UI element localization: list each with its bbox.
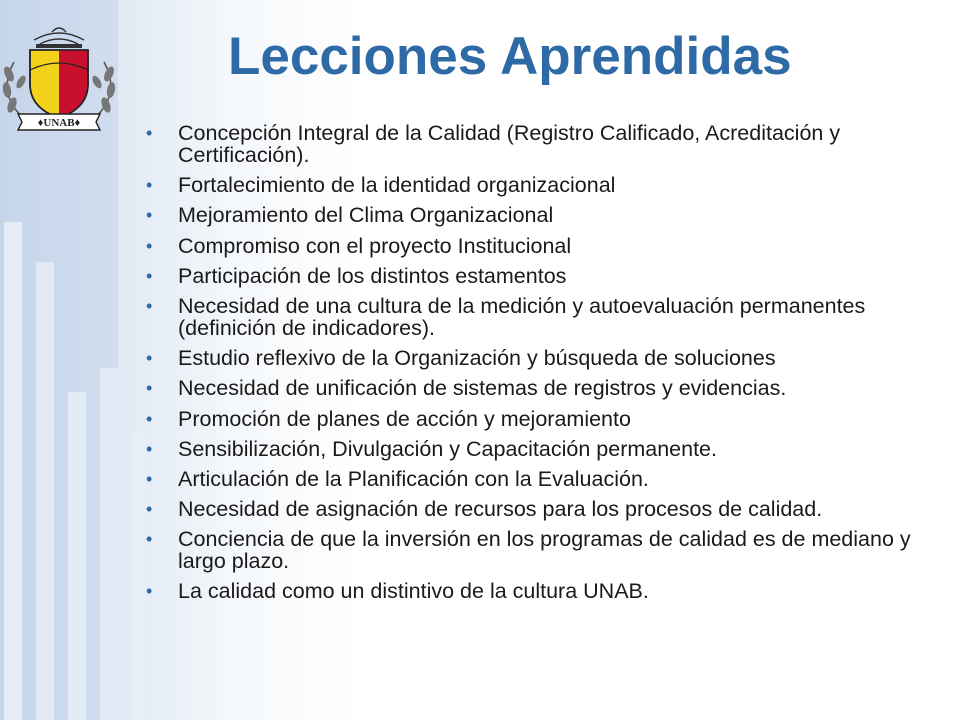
bullet-icon: • [146,581,153,602]
list-item-text: La calidad como un distintivo de la cultura UNAB. [178,579,649,604]
bullet-list [146,122,946,611]
slide-title: Lecciones Aprendidas [228,27,792,86]
list-item-text: Conciencia de que la inversión en los programas de calidad es de mediano y largo plazo. [178,527,911,574]
list-item [146,528,946,572]
list-item [146,580,946,602]
list-item [146,468,946,490]
list-item [146,498,946,520]
list-item-text: Necesidad de una cultura de la medición y autoevaluación permanentes (definición de indicadores). [178,293,866,340]
list-item [146,377,946,399]
list-item [146,235,946,257]
list-item-text: Necesidad de unificación de sistemas de registros y evidencias. [178,376,787,401]
bullet-icon: • [146,378,153,399]
bullet-icon: • [146,265,153,286]
svg-text:♦UNAB♦: ♦UNAB♦ [37,117,81,129]
list-item [146,347,946,369]
list-item-text: Articulación de la Planificación con la Evaluación. [178,466,649,491]
bullet-icon: • [146,348,153,369]
bullet-icon: • [146,468,153,489]
list-item [146,265,946,287]
bullet-icon: • [146,295,153,316]
list-item-text: Estudio reflexivo de la Organización y búsqueda de soluciones [178,346,776,371]
bullet-icon: • [146,438,153,459]
bullet-icon: • [146,123,153,143]
bullet-icon: • [146,175,153,196]
list-item [146,204,946,226]
bullet-icon: • [146,499,153,520]
list-item-text: Necesidad de asignación de recursos para los procesos de calidad. [178,497,823,522]
list-item [146,295,946,339]
list-item-text: Fortalecimiento de la identidad organizacional [178,173,616,198]
list-item [146,122,946,166]
list-item-text: Mejoramiento del Clima Organizacional [178,203,554,228]
bullet-icon: • [146,408,153,429]
list-item-text: Promoción de planes de acción y mejoramiento [178,406,631,431]
list-item [146,408,946,430]
list-item-text: Sensibilización, Divulgación y Capacitación permanente. [178,436,717,461]
unab-logo [0,22,118,132]
bullet-icon: • [146,205,153,226]
list-item [146,174,946,196]
list-item-text: Participación de los distintos estamentos [178,263,567,288]
list-item-text: Compromiso con el proyecto Institucional [178,233,572,258]
bullet-icon: • [146,529,153,550]
bullet-icon: • [146,235,153,256]
list-item-text: Concepción Integral de la Calidad (Registro Calificado, Acreditación y Certificación). [178,121,841,167]
list-item [146,438,946,460]
